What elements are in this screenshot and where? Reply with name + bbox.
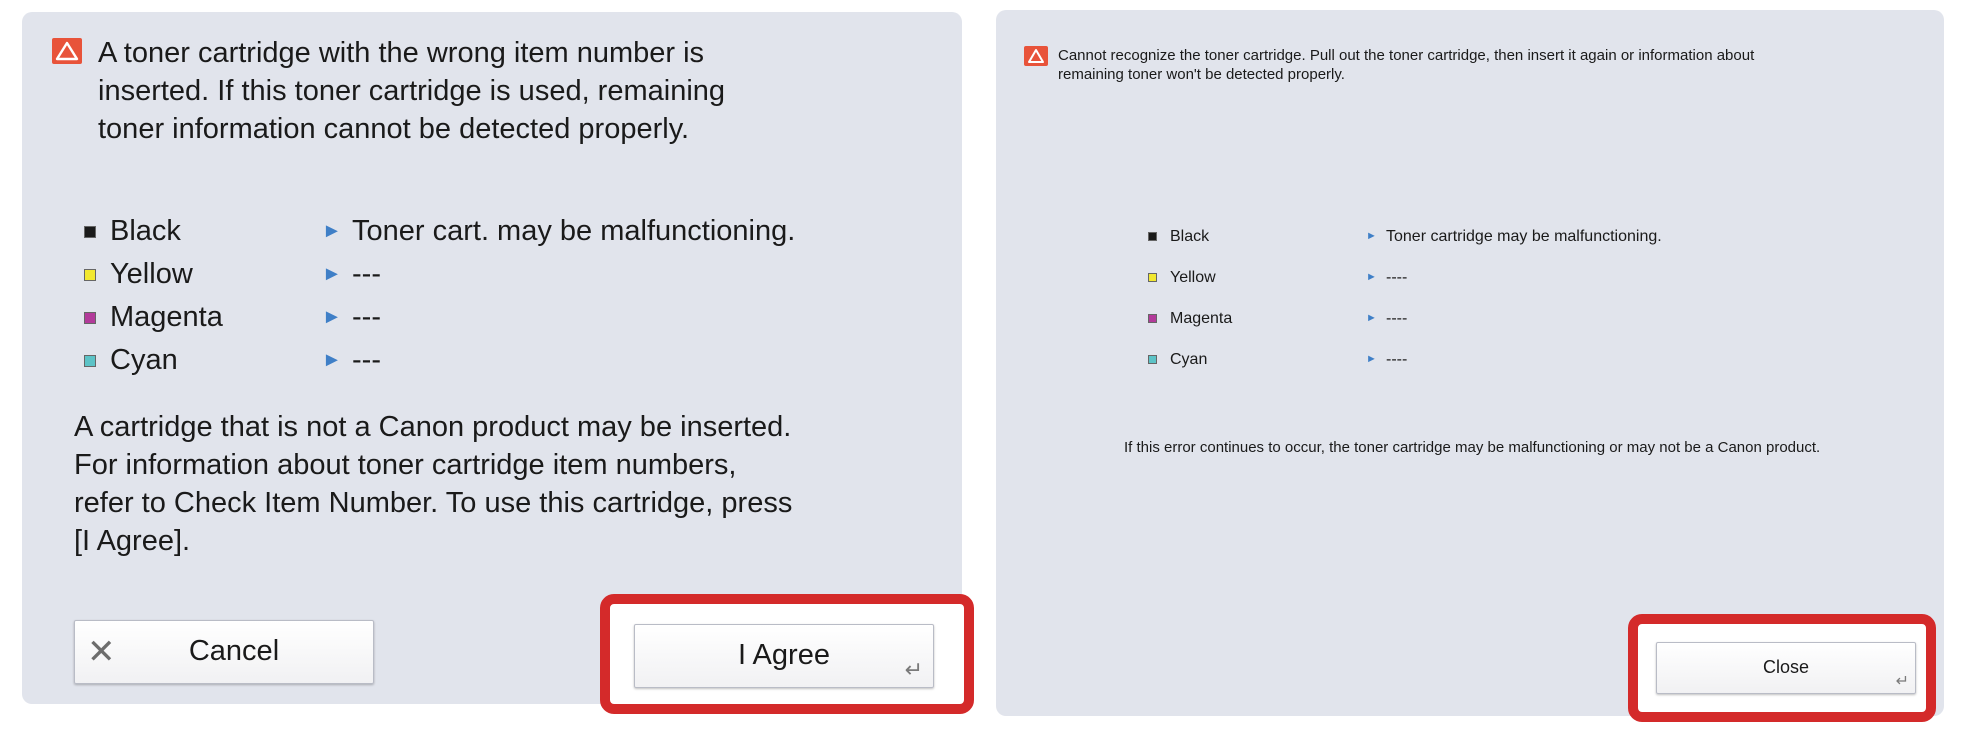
cyan-toner-swatch (1148, 355, 1157, 364)
toner-status: ---- (1386, 269, 1408, 286)
toner-status: --- (352, 301, 381, 333)
toner-name: Cyan (110, 344, 178, 376)
arrow-right-icon: ► (322, 349, 342, 371)
instruction-text: A cartridge that is not a Canon product may be inserted. For information about toner cartridge item numbers, refer to Check Item Number. To use this cartridge, press [I Agree]. (74, 411, 793, 557)
cancel-button-label: Cancel (188, 635, 280, 667)
toner-row-yellow (74, 253, 934, 296)
cyan-toner-swatch (84, 355, 96, 367)
arrow-right-icon: ► (1366, 230, 1377, 242)
arrow-right-icon: ► (1366, 353, 1377, 365)
close-button[interactable] (1656, 642, 1916, 694)
toner-status: ---- (1386, 351, 1408, 368)
error-message: A toner cartridge with the wrong item number is inserted. If this toner cartridge is used, remaining toner information cannot be detected properly. (98, 37, 726, 145)
toner-row-cyan (1148, 339, 1848, 380)
toner-status-list (1148, 216, 1848, 380)
toner-status: Toner cart. may be malfunctioning. (352, 215, 796, 247)
arrow-right-icon: ► (322, 306, 342, 328)
toner-warning-screen-right (996, 10, 1944, 716)
toner-status: --- (352, 344, 381, 376)
toner-status-list (74, 210, 934, 382)
warning-icon (1024, 46, 1048, 66)
arrow-right-icon: ► (322, 220, 342, 242)
yellow-toner-swatch (84, 269, 96, 281)
arrow-right-icon: ► (1366, 271, 1377, 283)
close-icon: ✕ (87, 633, 116, 671)
instruction-text: If this error continues to occur, the toner cartridge may be malfunctioning or may not be a Canon product. (1124, 439, 1821, 456)
toner-name: Cyan (1170, 351, 1208, 368)
toner-status: --- (352, 258, 381, 290)
magenta-toner-swatch (84, 312, 96, 324)
agree-button[interactable] (634, 624, 934, 688)
toner-warning-screen-left (22, 12, 962, 704)
black-toner-swatch (84, 226, 96, 238)
toner-name: Yellow (1170, 269, 1216, 286)
arrow-right-icon: ► (322, 263, 342, 285)
cancel-button[interactable] (74, 620, 374, 684)
toner-row-black (74, 210, 934, 253)
black-toner-swatch (1148, 232, 1157, 241)
toner-name: Black (110, 215, 181, 247)
magenta-toner-swatch (1148, 314, 1157, 323)
toner-name: Yellow (110, 258, 193, 290)
error-message: Cannot recognize the toner cartridge. Pull out the toner cartridge, then insert it again or information about remaining toner won't be detected properly. (1058, 47, 1755, 83)
toner-name: Black (1170, 228, 1210, 245)
yellow-toner-swatch (1148, 273, 1157, 282)
toner-row-black (1148, 216, 1848, 257)
toner-name: Magenta (110, 301, 223, 333)
close-button-label: Close (1762, 657, 1810, 677)
agree-button-label: I Agree (738, 639, 830, 671)
toner-row-cyan (74, 339, 934, 382)
toner-row-magenta (1148, 298, 1848, 339)
toner-status: Toner cartridge may be malfunctioning. (1386, 228, 1662, 245)
toner-row-yellow (1148, 257, 1848, 298)
warning-icon (52, 38, 82, 64)
enter-icon: ↵ (904, 657, 923, 682)
toner-name: Magenta (1170, 310, 1233, 327)
toner-row-magenta (74, 296, 934, 339)
toner-status: ---- (1386, 310, 1408, 327)
arrow-right-icon: ► (1366, 312, 1377, 324)
enter-icon: ↵ (1895, 673, 1909, 690)
